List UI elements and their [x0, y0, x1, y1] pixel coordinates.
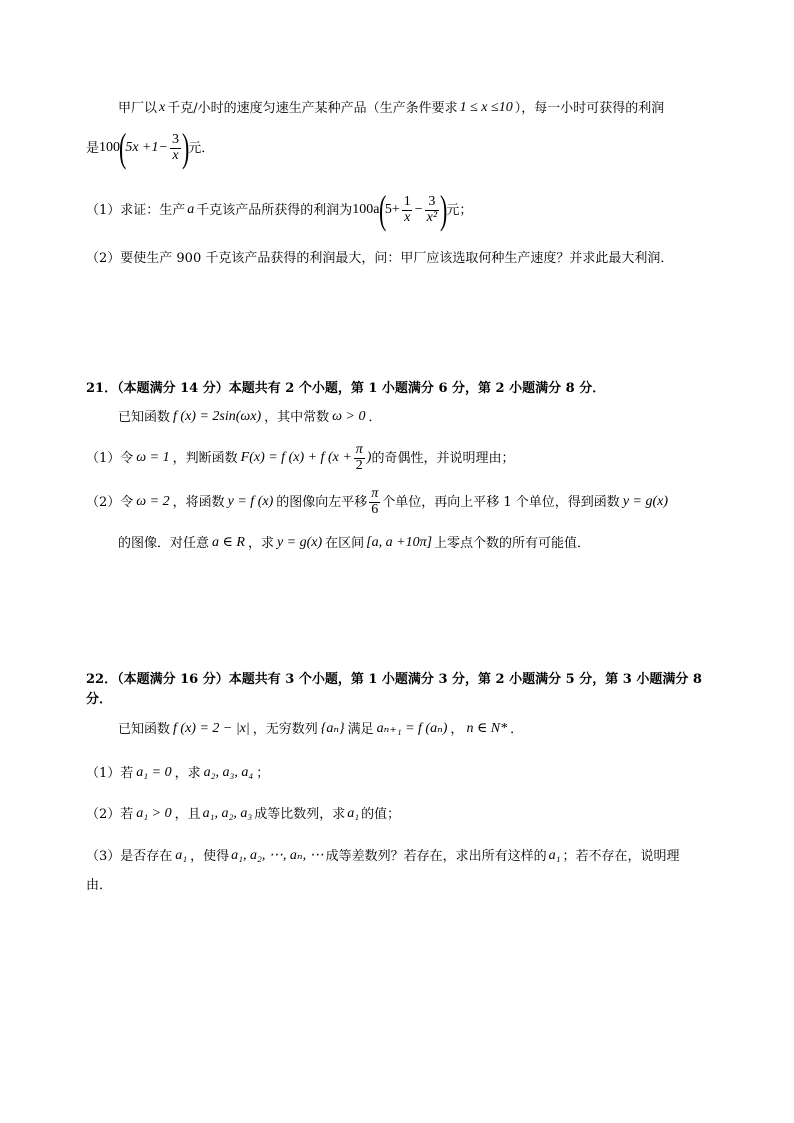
p22-q2-c: 成等比数列，求: [254, 806, 346, 822]
right-paren: ): [440, 187, 448, 232]
p22-given-e: ．: [510, 721, 524, 737]
frac-denominator: 2: [355, 457, 363, 473]
p22-q3-line: [86, 849, 680, 863]
p20-intro-c: ），每一小时可获得的利润: [514, 100, 665, 116]
p22-given-c: 满足: [347, 721, 374, 737]
frac-denominator: x: [172, 147, 179, 163]
p22-q1-line: [86, 766, 269, 780]
p20-q1-b: 千克该产品所获得的利润为: [196, 202, 353, 218]
p21-q2-g: y = g(x): [622, 494, 669, 509]
p21-q2-f2: ，求: [247, 535, 274, 551]
p20-profit-a: 是: [86, 140, 100, 156]
p21-given-d: ．: [368, 409, 382, 425]
p22-q3-a1b: a₁: [548, 848, 561, 863]
p21-q2-a: （2）令: [86, 494, 134, 510]
p22-q2-a: （2）若: [86, 806, 134, 822]
p20-q2-line: [86, 252, 673, 265]
frac-numerator: π: [371, 485, 379, 501]
p21-q1-close: ): [366, 450, 372, 465]
p22-q2-b: ，且: [174, 806, 201, 822]
p22-given-d: ，: [450, 721, 464, 737]
frac-denominator: x²: [426, 209, 438, 225]
frac-numerator: 3: [428, 193, 436, 209]
p21-q2-frac: [369, 487, 380, 517]
p22-given-line: [118, 722, 523, 736]
p21-q1-b: ，判断函数: [172, 450, 238, 466]
p20-profit-line: [86, 125, 215, 170]
p20-q2: （2）要使生产 900 千克该产品获得的利润最大，问：甲厂应该选取何种生产速度？并求此最大利润．: [86, 251, 674, 266]
p22-q1-ask: a₂, a₃, a₄: [203, 765, 254, 780]
p21-q1-a: （1）令: [86, 450, 134, 466]
p20-var-x: x: [159, 100, 166, 115]
p21-q2-h: 上零点个数的所有可能值．: [434, 535, 591, 551]
p22-q3-c: 成等差数列？若存在，求出所有这样的: [325, 848, 547, 864]
p20-q1-line: [86, 187, 473, 232]
p22-q2-cond: a₁ > 0: [136, 806, 172, 821]
p22-q1-cond: a₁ = 0: [136, 765, 172, 780]
left-paren: (: [119, 125, 127, 170]
p22-q1-a: （1）若: [86, 765, 134, 781]
p21-given-b: ，其中常数: [264, 409, 330, 425]
p21-given-f: f (x) = 2sin(ωx): [173, 409, 262, 424]
p22-given-rec: aₙ₊₁ = f (aₙ): [376, 721, 448, 736]
p20-q1-frac1: [402, 195, 413, 225]
p21-q1-c: 的奇偶性，并说明理由；: [371, 450, 515, 466]
p22-q3-d: ；若不存在，说明理: [562, 848, 680, 864]
frac-denominator: x: [404, 209, 411, 225]
p20-intro-b: 千克/小时的速度匀速生产某种产品（生产条件要求: [167, 100, 458, 116]
frac-numerator: 1: [403, 193, 411, 209]
p20-intro-line: [118, 101, 664, 115]
p22-q2-line: [86, 807, 400, 821]
p20-profit-100: 100: [99, 140, 121, 155]
p21-q1-frac: [354, 443, 365, 473]
p21-q1-line: [86, 440, 514, 476]
p22-header-text-2: 分．: [86, 692, 113, 707]
frac-numerator: 3: [171, 131, 179, 147]
p21-q2-line: [86, 484, 668, 520]
p21-given-c: ω > 0: [332, 409, 366, 424]
p22-q1-c: ；: [256, 765, 270, 781]
p21-given-a: 已知函数: [118, 409, 171, 425]
p21-q2-g3: 在区间: [325, 535, 365, 551]
p20-condition: 1 ≤ x ≤10: [459, 100, 513, 115]
p22-given-f: f (x) = 2 − |x|: [173, 721, 250, 736]
p20-q1-frac2: [425, 195, 439, 225]
right-paren: ): [181, 125, 190, 170]
p20-q1-expr: 100a: [352, 202, 380, 217]
p20-q1-inner: 5+: [384, 202, 400, 217]
p22-q3-a1: a₁: [175, 848, 188, 863]
p21-q2-w: ω = 2: [136, 494, 170, 509]
p22-q2-seq: a₁, a₂, a₃: [202, 806, 253, 821]
p21-q2-line2: [118, 536, 590, 550]
p20-profit-b: 元．: [188, 140, 215, 156]
p21-q2-aR: a ∈ R: [212, 535, 245, 550]
p21-header-text: 21．（本题满分 14 分）本题共有 2 个小题，第 1 小题满分 6 分，第 2 小题满分 8 分．: [86, 381, 606, 396]
p21-given-line: [118, 410, 382, 424]
p22-q2-a1: a₁: [347, 806, 360, 821]
p21-header: [86, 382, 605, 395]
p21-q2-interval: [a, a +10π]: [366, 535, 433, 550]
p22-given-seq: {aₙ}: [320, 721, 345, 736]
left-paren: (: [378, 187, 386, 232]
p22-q3-a: （3）是否存在: [86, 848, 173, 864]
p20-q1-c: 元；: [446, 202, 473, 218]
p21-q2-e: 的图像．对任意: [118, 535, 210, 551]
p21-q2-f: y = f (x): [227, 494, 274, 509]
minus-sign: −: [414, 202, 423, 217]
frac-denominator: 6: [371, 501, 379, 517]
p22-header-text: 22．（本题满分 16 分）本题共有 3 个小题，第 1 小题满分 3 分，第 2 小题满分 5 分，第 3 小题满分 8: [86, 672, 702, 687]
p20-q1-a: （1）求证：生产: [86, 202, 186, 218]
frac-numerator: π: [355, 441, 363, 457]
p22-header-wrap: [86, 693, 112, 706]
p22-header: [86, 673, 702, 686]
p22-q3-e: 由．: [86, 878, 113, 893]
p22-q2-d: 的值；: [361, 806, 401, 822]
p22-given-a: 已知函数: [118, 721, 171, 737]
p22-q1-b: ，求: [174, 765, 201, 781]
p22-given-b: ，无穷数列: [252, 721, 318, 737]
p21-q1-F: F(x) = f (x) + f (x +: [240, 450, 352, 465]
p20-intro-a: 甲厂以: [118, 100, 158, 116]
p21-q2-b: ，将函数: [172, 494, 225, 510]
p21-q1-w: ω = 1: [136, 450, 170, 465]
p22-q3-b: ，使得: [190, 848, 230, 864]
p21-q2-c: 的图像向左平移: [276, 494, 368, 510]
p22-q3-line2: [86, 879, 112, 892]
p22-q3-seq: a₁, a₂, ⋯, aₙ, ⋯: [231, 848, 324, 863]
p20-q1-var: a: [187, 202, 195, 217]
p20-profit-inner: 5x +1−: [125, 140, 168, 155]
p20-fraction: [170, 133, 181, 163]
p21-q2-d: 个单位，再向上平移 1 个单位，得到函数: [382, 494, 620, 510]
p22-given-n: n ∈ N*: [466, 721, 508, 736]
p21-q2-g2: y = g(x): [276, 535, 323, 550]
